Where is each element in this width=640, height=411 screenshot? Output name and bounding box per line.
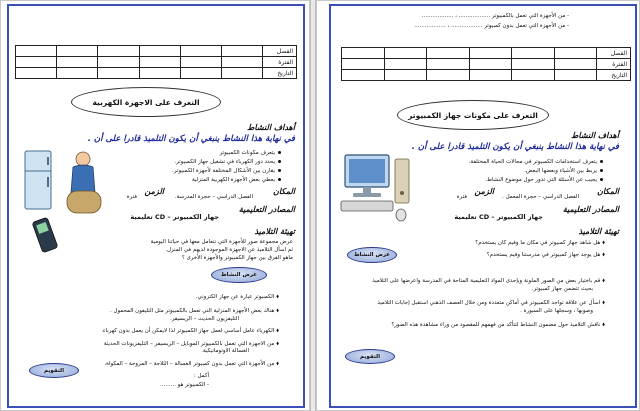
- activity-item: ⬧الكهرباء عامل أساسي لعمل جهاز الكمبيوتر لذا لايمكن أن يعمل بدون كهرباء.: [101, 327, 279, 334]
- table-row: [16, 68, 297, 79]
- warmup-line: ماهو الفرق بين جهاز الكمبيوتر والأجهزة الأخرى ؟: [181, 255, 293, 261]
- evaluation-line: أكمل :: [193, 373, 209, 379]
- evaluation-line: ⬧من الأجهزة التي تعمل بدون كمبيوتر الغسالة – الثلاجة – المروحة – المكواة.: [104, 360, 279, 367]
- activity-item: ⬧هناك بعض الأجهزة المنزلية التي تعمل بالكمبيوتر مثل التليفون المحمول .: [109, 307, 279, 314]
- time-label: الزمن: [144, 187, 164, 196]
- completion-line: - من الأجهزة التي تعمل بالكمبيوتر .................. ، ..................: [421, 13, 569, 19]
- left-page: [0, 0, 310, 411]
- place-value: الفصل الدراسي – حجرة المدرسة.: [174, 194, 253, 200]
- resources-label: المصادر التعليمية: [562, 205, 619, 214]
- place-value: الفصل الدراسي – حجرة المعمل .: [502, 194, 579, 200]
- activity-item: بحيث تتضمن جهاز كمبيوتر.: [531, 286, 593, 292]
- activity-item: التليفزيون الحديث – الريسيفر.: [169, 316, 239, 322]
- warmup-line: ⬧هل يوجد جهاز كمبيوتر في مدرستنا وفيم يستخدم؟: [486, 251, 605, 258]
- activity-item: ⬧اسأل عن علاقة تواجد الكمبيوتر في أماكن متعددة ومن خلال العصف الذهني استقبل إجابات التلاميذ: [377, 299, 605, 306]
- lesson-title: التعرف على الاجهزة الكهربية: [71, 87, 221, 117]
- table-row: [16, 46, 297, 57]
- place-label: المكان: [272, 187, 295, 196]
- objectives-intro: في نهاية هذا النشاط ينبغي أن يكون التلميذ قادرا على أن .: [87, 134, 295, 144]
- objective-item: يتعرف مكونات الكمبيوتر: [220, 150, 281, 156]
- activity-item: ⬧من الاجهزة التي تعمل بالكمبيوتر الموبايل – الريسيفر – التليفزيونات الحديثة: [103, 340, 279, 347]
- right-page: [316, 0, 640, 411]
- appliances-illustration: [23, 141, 105, 255]
- info-table: [15, 45, 297, 79]
- table-label: التاريخ: [597, 70, 631, 81]
- table-row: [342, 70, 631, 81]
- evaluation-line: - الكمبيوتر هو .........: [160, 382, 209, 388]
- time-label: الزمن: [474, 187, 494, 196]
- time-value: فترة: [456, 194, 467, 200]
- table-row: [342, 59, 631, 70]
- objectives-heading: أهداف النشاط: [571, 131, 619, 140]
- warmup-label: تهيئة التلاميذ: [578, 227, 619, 236]
- table-label: الفترة: [263, 57, 297, 68]
- activity-item: ⬧الكمبيوتر عبارة عن جهاز الكتروني.: [195, 293, 279, 300]
- table-row: [342, 48, 631, 59]
- resources-value: جهاز الكمبيوتر – CD تعليمية: [454, 213, 543, 221]
- place-label: المكان: [596, 187, 619, 196]
- table-label: الفترة: [597, 59, 631, 70]
- warmup-line: ⬧هل شاهد جهاز كمبيوتر في مكان ما وفيم كان يستخدم؟: [475, 239, 605, 246]
- objectives-intro: في نهاية هذا النشاط ينبغي أن يكون التلميذ قادرا على أن .: [411, 142, 619, 152]
- completion-line: - من الأجهزة التي تعمل بدون كمبيوتر .................. ، ..................: [414, 23, 569, 29]
- activity-button: عرض النشاط: [347, 247, 397, 263]
- activity-item: وصوبها ، وسجلها على السبورة .: [520, 308, 593, 314]
- warmup-label: تهيئة التلاميذ: [254, 227, 295, 236]
- objective-item: يحدد دور الكهرباء في تشغيل جهاز الكمبيوتر.: [174, 159, 281, 165]
- info-table: [341, 47, 631, 81]
- activity-item: الغسالة الاوتوماتيكية.: [201, 348, 249, 354]
- table-label: الفصل: [597, 48, 631, 59]
- lesson-title: التعرف على مكونات جهاز الكمبيوتر: [397, 100, 549, 130]
- objective-item: يجيب عن الأسئلة التي تدور حول موضوع النشاط.: [485, 177, 603, 183]
- objective-item: يقارن بين الأشكال المختلفة لأجهزة الكمبيوتر.: [172, 168, 281, 174]
- evaluation-button: التقويم: [29, 363, 79, 378]
- objective-item: يتعرف استخدامات الكمبيوتر في مجالات الحياة المختلفة.: [469, 159, 603, 165]
- computer-illustration: [337, 149, 415, 227]
- objective-item: يعطي بعض الأجهزة الكهربية المنزلية: [192, 177, 281, 183]
- objective-item: يربط بين الأشياء وبعضها البعض.: [524, 168, 603, 174]
- time-value: فترة: [126, 194, 137, 200]
- warmup-line: ثم اسأل التلاميذ عن الاجهزة الموجودة لديهم في المنزل.: [165, 247, 293, 253]
- resources-value: جهاز الكمبيوتر – CD تعليمية: [130, 213, 219, 221]
- table-row: [16, 57, 297, 68]
- activity-button: عرض النشاط: [211, 267, 267, 283]
- warmup-line: عرض مجموعة صور للأجهزة التي نتعامل معها في حياتنا اليومية: [150, 239, 293, 245]
- evaluation-button: التقويم: [345, 349, 395, 364]
- objectives-heading: أهداف النشاط: [247, 123, 295, 132]
- activity-item: ⬧ناقش التلاميذ حول مضمون النشاط لتتأكد من فهمهم للمقصود من وراء مشاهدة هذه الصور؟: [391, 321, 605, 328]
- activity-item: ⬧قم باختيار بعض من الصور الملونة وبإحدى المواد التعليمية المتاحة في المدرسة واعرضها على التلاميذ: [372, 277, 605, 284]
- table-label: الفصل: [263, 46, 297, 57]
- resources-label: المصادر التعليمية: [238, 205, 295, 214]
- table-label: التاريخ: [263, 68, 297, 79]
